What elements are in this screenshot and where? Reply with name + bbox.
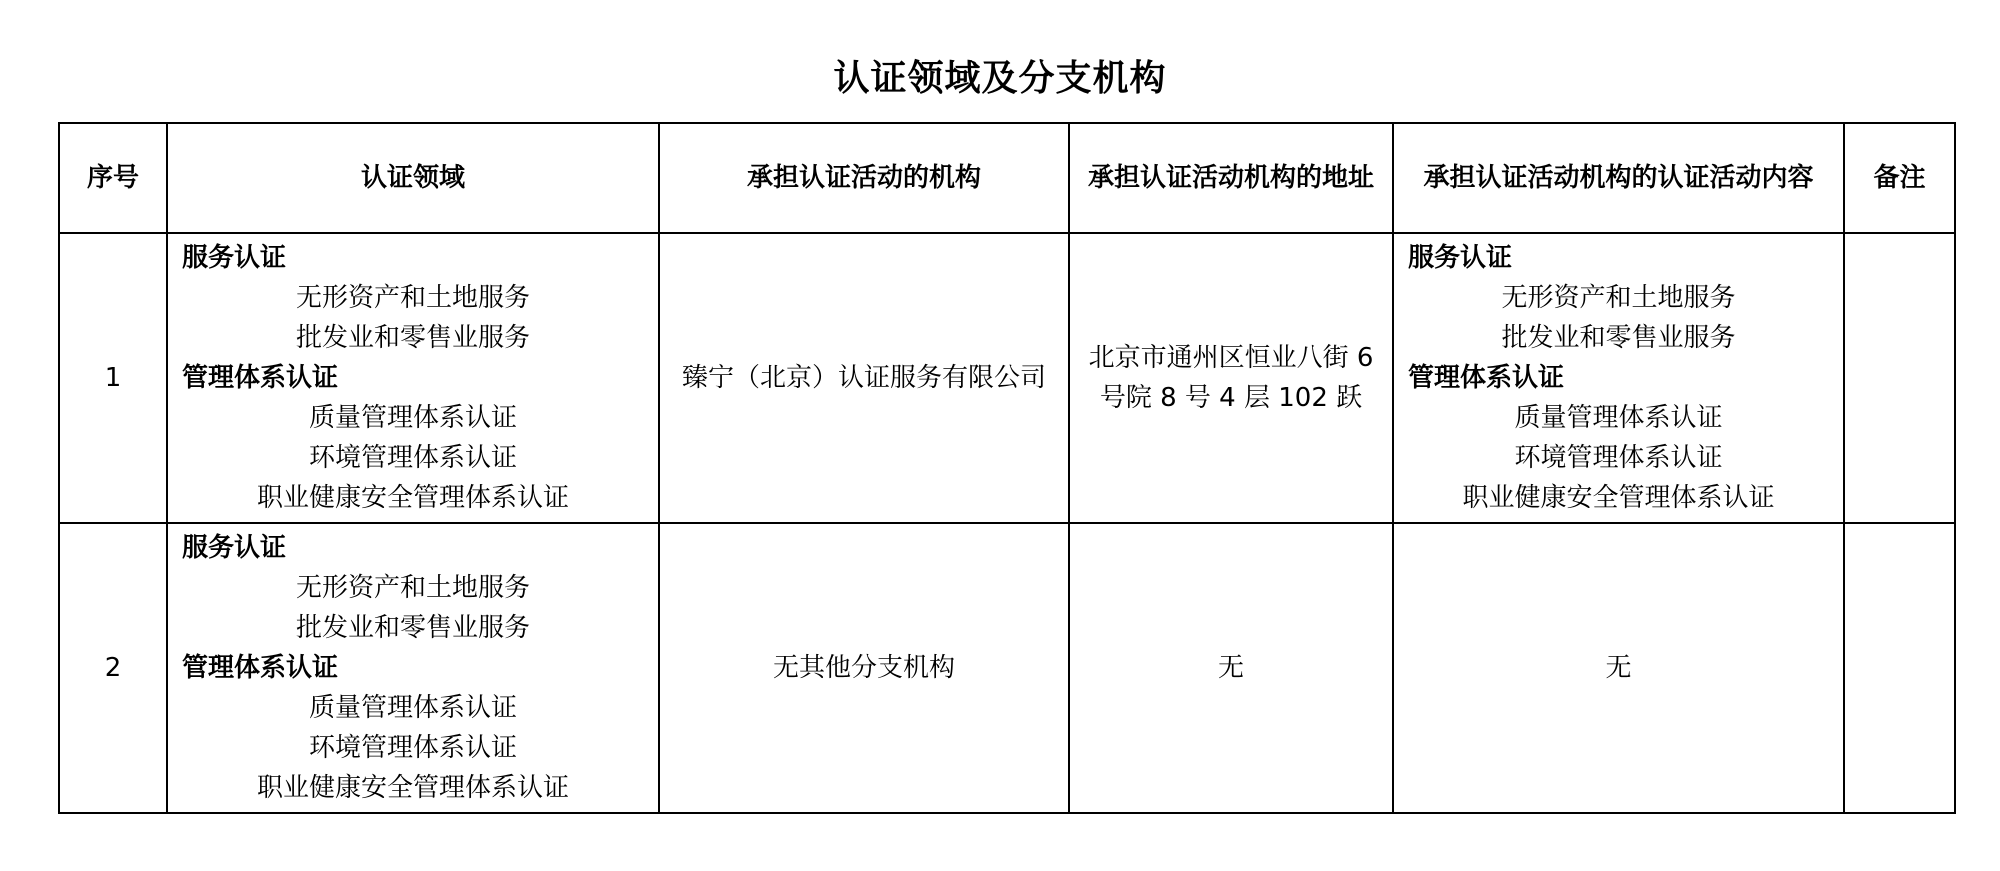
- content-group-title: 服务认证: [1408, 243, 1513, 273]
- field-item: 批发业和零售业服务: [295, 613, 530, 643]
- header-remark: 备注: [1844, 123, 1955, 233]
- certification-field-cell: [167, 523, 659, 813]
- remark-cell: [1844, 523, 1955, 813]
- address-cell: [1069, 233, 1393, 523]
- field-item: 批发业和零售业服务: [295, 323, 530, 353]
- field-list: [168, 234, 658, 522]
- institution-cell: 臻宁（北京）认证服务有限公司: [659, 233, 1069, 523]
- field-item: 职业健康安全管理体系认证: [256, 483, 569, 513]
- field-item: 质量管理体系认证: [308, 403, 517, 433]
- row-index: 2: [59, 523, 167, 813]
- table-row: [59, 523, 1955, 813]
- page-title: 认证领域及分支机构: [833, 58, 1167, 99]
- institution-cell: 无其他分支机构: [659, 523, 1069, 813]
- header-certification-field: 认证领域: [167, 123, 659, 233]
- field-item: 质量管理体系认证: [308, 693, 517, 723]
- field-group-title: 服务认证: [182, 243, 287, 273]
- row-index: 1: [59, 233, 167, 523]
- certification-table: [58, 122, 1956, 814]
- content-item: 环境管理体系认证: [1514, 443, 1723, 473]
- content-item: 质量管理体系认证: [1514, 403, 1723, 433]
- content-item: 批发业和零售业服务: [1501, 323, 1736, 353]
- activity-content-cell: 无: [1393, 523, 1844, 813]
- header-activity-content: 承担认证活动机构的认证活动内容: [1393, 123, 1844, 233]
- header-index: 序号: [59, 123, 167, 233]
- certification-field-cell: [167, 233, 659, 523]
- field-item: 环境管理体系认证: [308, 733, 517, 763]
- activity-content-cell: [1393, 233, 1844, 523]
- field-group-title: 管理体系认证: [182, 653, 339, 683]
- table-header-row: [59, 123, 1955, 233]
- field-item: 无形资产和土地服务: [295, 573, 530, 603]
- content-item: 职业健康安全管理体系认证: [1462, 483, 1775, 513]
- address-cell: 无: [1069, 523, 1393, 813]
- content-list: [1394, 234, 1843, 522]
- field-item: 无形资产和土地服务: [295, 283, 530, 313]
- field-item: 职业健康安全管理体系认证: [256, 773, 569, 803]
- field-list: [168, 524, 658, 812]
- header-institution-address: 承担认证活动机构的地址: [1069, 123, 1393, 233]
- table-row: [59, 233, 1955, 523]
- content-item: 无形资产和土地服务: [1501, 283, 1736, 313]
- header-institution: 承担认证活动的机构: [659, 123, 1069, 233]
- address-text: 北京市通州区恒业八街 6 号院 8 号 4 层 102 跃: [1088, 343, 1374, 413]
- content-group-title: 管理体系认证: [1408, 363, 1565, 393]
- field-item: 环境管理体系认证: [308, 443, 517, 473]
- field-group-title: 服务认证: [182, 533, 287, 563]
- field-group-title: 管理体系认证: [182, 363, 339, 393]
- remark-cell: [1844, 233, 1955, 523]
